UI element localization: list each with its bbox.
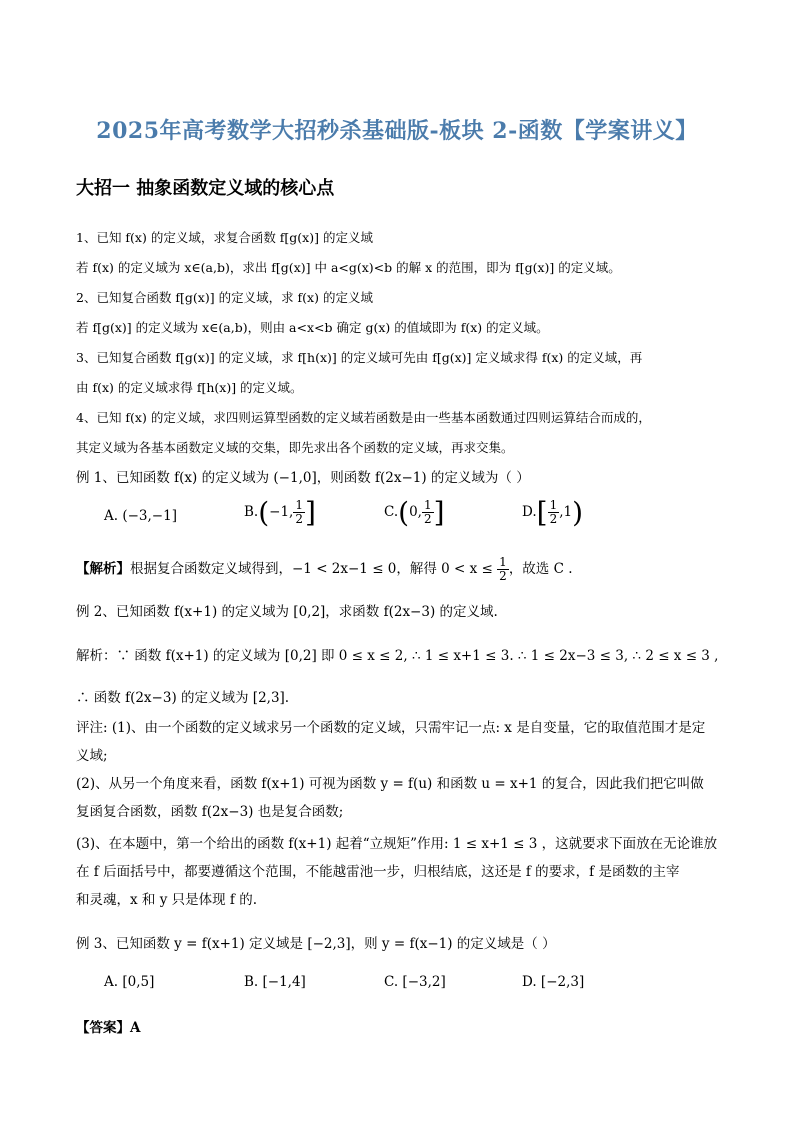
example-3-answer	[76, 1016, 140, 1036]
rule-line-4: 若 f[g(x)] 的定义域为 x∈(a,b)，则由 a<x<b 确定 g(x) 的值域即为 f(x) 的定义域。	[76, 320, 549, 335]
fraction-half: $\frac{1}{2}$	[499, 555, 507, 583]
option-d-label: D.	[522, 504, 537, 520]
section-heading: 大招一 抽象函数定义域的核心点	[76, 178, 335, 199]
option-b-body: −1,	[269, 504, 294, 520]
rule-line-8: 其定义域为各基本函数定义域的交集，即先求出各个函数的定义域，再求交集。	[76, 440, 514, 455]
option-c-label: C.	[384, 504, 399, 520]
fraction-half: $\frac{1}{2}$	[423, 498, 432, 526]
example-2-comment-1b: 义域;	[76, 748, 108, 764]
fraction-half: $\frac{1}{2}$	[295, 498, 303, 526]
rule-line-3: 2、已知复合函数 f[g(x)] 的定义域，求 f(x) 的定义域	[76, 290, 373, 305]
rule-line-2: 若 f(x) 的定义域为 x∈(a,b)，求出 f[g(x)] 中 a<g(x)<b 的解 x 的范围，即为 f[g(x)] 的定义域。	[76, 260, 621, 275]
example-2-question: 例 2、已知函数 f(x+1) 的定义域为 [0,2]，求函数 f(2x−3) 的定义域.	[76, 604, 498, 620]
option-b-label: B.	[244, 504, 259, 520]
example-2-conclusion: ∴ 函数 f(2x−3) 的定义域为 [2,3].	[76, 690, 290, 706]
example-1-option-b: B.(−1, $\frac{1}{2}$ ]	[244, 496, 316, 529]
rule-line-6: 由 f(x) 的定义域求得 f[h(x)] 的定义域。	[76, 380, 303, 395]
rule-line-7: 4、已知 f(x) 的定义域，求四则运算型函数的定义域若函数是由一些基本函数通过四则运算结合而成的，	[76, 410, 651, 425]
example-3-option-c: C. [−3,2]	[384, 974, 446, 990]
example-2-comment-3b: 在 f 后面括号中，都要遵循这个范围，不能越雷池一步，归根结底，这还是 f 的要求，f 是函数的主宰	[76, 864, 680, 880]
rule-line-1: 1、已知 f(x) 的定义域，求复合函数 f[g(x)] 的定义域	[76, 230, 373, 245]
example-3-question: 例 3、已知函数 y = f(x+1) 定义域是 [−2,3]，则 y = f(x−1) 的定义域是（ ）	[76, 936, 556, 952]
example-1-option-a: A. (−3,−1]	[104, 508, 177, 524]
rule-line-5: 3、已知复合函数 f[g(x)] 的定义域，求 f[h(x)] 的定义域可先由 f[g(x)] 定义域求得 f(x) 的定义域，再	[76, 350, 643, 365]
analysis-text: 根据复合函数定义域得到，−1 < 2x−1 ≤ 0，解得 0 < x ≤	[130, 561, 493, 577]
fraction-half: $\frac{1}{2}$	[549, 498, 558, 526]
example-1-option-c: C.(0, $\frac{1}{2}$ ]	[384, 496, 445, 529]
example-2-comment-2b: 复函复合函数，函数 f(2x−3) 也是复合函数;	[76, 804, 344, 820]
option-c-body: 0,	[409, 504, 422, 520]
option-d-tail: ,1	[559, 504, 573, 520]
analysis-tail: ，故选 C .	[508, 561, 573, 577]
example-3-option-a: A. [0,5]	[104, 974, 155, 990]
example-2-comment-2a: (2)、从另一个角度来看，函数 f(x+1) 可视为函数 y = f(u) 和函数 u = x+1 的复合，因此我们把它叫做	[76, 776, 704, 792]
example-2-comment-1a: 评注: (1)、由一个函数的定义域求另一个函数的定义域，只需牢记一点: x 是自变量，它的取值范围才是定	[76, 720, 706, 736]
example-1-question: 例 1、已知函数 f(x) 的定义域为 (−1,0]，则函数 f(2x−1) 的定义域为（ ）	[76, 470, 530, 486]
document-title: 2025年高考数学大招秒杀基础版-板块 2-函数【学案讲义】	[96, 118, 698, 144]
analysis-label: 【解析】	[76, 561, 130, 577]
answer-value: A	[130, 1020, 141, 1036]
example-1-analysis	[76, 556, 573, 583]
example-2-comment-3c: 和灵魂，x 和 y 只是体现 f 的.	[76, 892, 257, 908]
example-1-option-d: D.[ $\frac{1}{2}$ ,1)	[522, 496, 584, 529]
example-3-option-d: D. [−2,3]	[522, 974, 585, 990]
example-2-solution: 解析：∵ 函数 f(x+1) 的定义域为 [0,2] 即 0 ≤ x ≤ 2, ∴ 1 ≤ x+1 ≤ 3. ∴ 1 ≤ 2x−3 ≤ 3, ∴ 2 ≤ x ≤ 3 ,	[76, 648, 719, 664]
example-3-option-b: B. [−1,4]	[244, 974, 306, 990]
answer-label: 【答案】	[76, 1020, 130, 1036]
example-2-comment-3a: (3)、在本题中，第一个给出的函数 f(x+1) 起着“立规矩”作用: 1 ≤ x+1 ≤ 3 ，这就要求下面放在无论谁放	[76, 836, 718, 852]
